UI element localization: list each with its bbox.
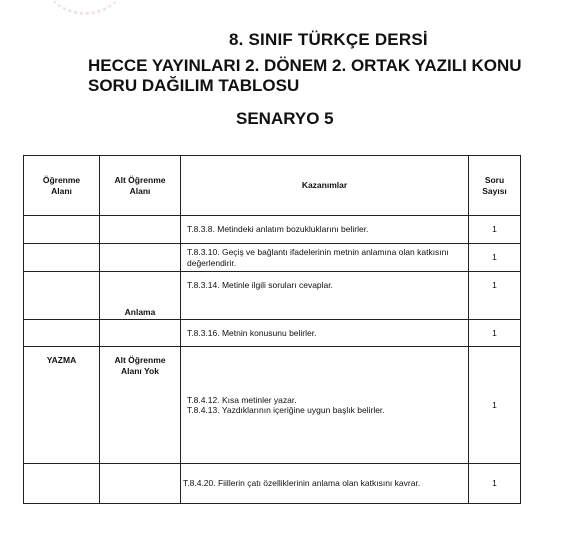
count-cell: 1	[469, 320, 521, 347]
table-row	[24, 244, 521, 272]
page-subtitle: HECCE YAYINLARI 2. DÖNEM 2. ORTAK YAZILI KONU SORU DAĞILIM TABLOSU	[88, 56, 522, 95]
decorative-corner-stamp	[40, 0, 130, 15]
kazanim-cell	[181, 320, 469, 347]
page-title: 8. SINIF TÜRKÇE DERSİ	[229, 30, 428, 49]
sub-area-cell: Anlama	[100, 272, 181, 320]
sub-area-cell	[100, 216, 181, 244]
area-cell	[24, 244, 100, 272]
kazanim-text: T.8.3.14. Metinle ilgili soruları cevaplar.	[187, 280, 333, 290]
count-cell: 1	[469, 216, 521, 244]
area-cell	[24, 464, 100, 504]
area-cell	[24, 216, 100, 244]
count-cell: 1	[469, 244, 521, 272]
kazanim-text: T.8.3.10. Geçiş ve bağlantı ifadelerinin metnin anlamına olan katkısını değerlendirir.	[187, 247, 449, 268]
kazanim-text: T.8.3.16. Metnin konusunu belirler.	[187, 327, 317, 338]
header-kazanimlar: Kazanımlar	[181, 156, 469, 216]
sub-area-cell: Alt Öğrenme Alanı Yok	[100, 347, 181, 464]
count-cell: 1	[469, 272, 521, 320]
header-soru-sayisi: Soru Sayısı	[469, 156, 521, 216]
area-cell	[24, 272, 100, 320]
kazanim-cell	[181, 244, 469, 272]
kazanim-text: T.8.4.13. Yazdıklarının içeriğine uygun başlık belirler.	[187, 405, 385, 415]
scenario-title: SENARYO 5	[236, 109, 334, 128]
count-cell: 1	[469, 347, 521, 464]
area-cell	[24, 320, 100, 347]
count-cell: 1	[469, 464, 521, 504]
question-distribution-table	[23, 155, 521, 504]
header-ogrenme-alani: Öğrenme Alanı	[24, 156, 100, 216]
kazanim-cell	[181, 347, 469, 464]
table-row	[24, 320, 521, 347]
table-row	[24, 464, 521, 504]
sub-area-cell	[100, 464, 181, 504]
kazanim-cell	[181, 216, 469, 244]
table-row	[24, 272, 521, 320]
kazanim-cell	[181, 272, 469, 320]
kazanim-cell	[181, 464, 469, 504]
sub-area-cell	[100, 320, 181, 347]
area-cell: YAZMA	[24, 347, 100, 464]
kazanim-text: T.8.4.20. Fiillerin çatı özelliklerinin anlama olan katkısını kavrar.	[183, 478, 421, 489]
kazanim-text: T.8.3.8. Metindeki anlatım bozukluklarını belirler.	[187, 224, 369, 235]
header-alt-ogrenme-alani: Alt Öğrenme Alanı	[100, 156, 181, 216]
table-row	[24, 216, 521, 244]
sub-area-cell	[100, 244, 181, 272]
table-row	[24, 347, 521, 464]
kazanim-text: T.8.4.12. Kısa metinler yazar.	[187, 394, 297, 405]
table-header-row	[24, 156, 521, 216]
